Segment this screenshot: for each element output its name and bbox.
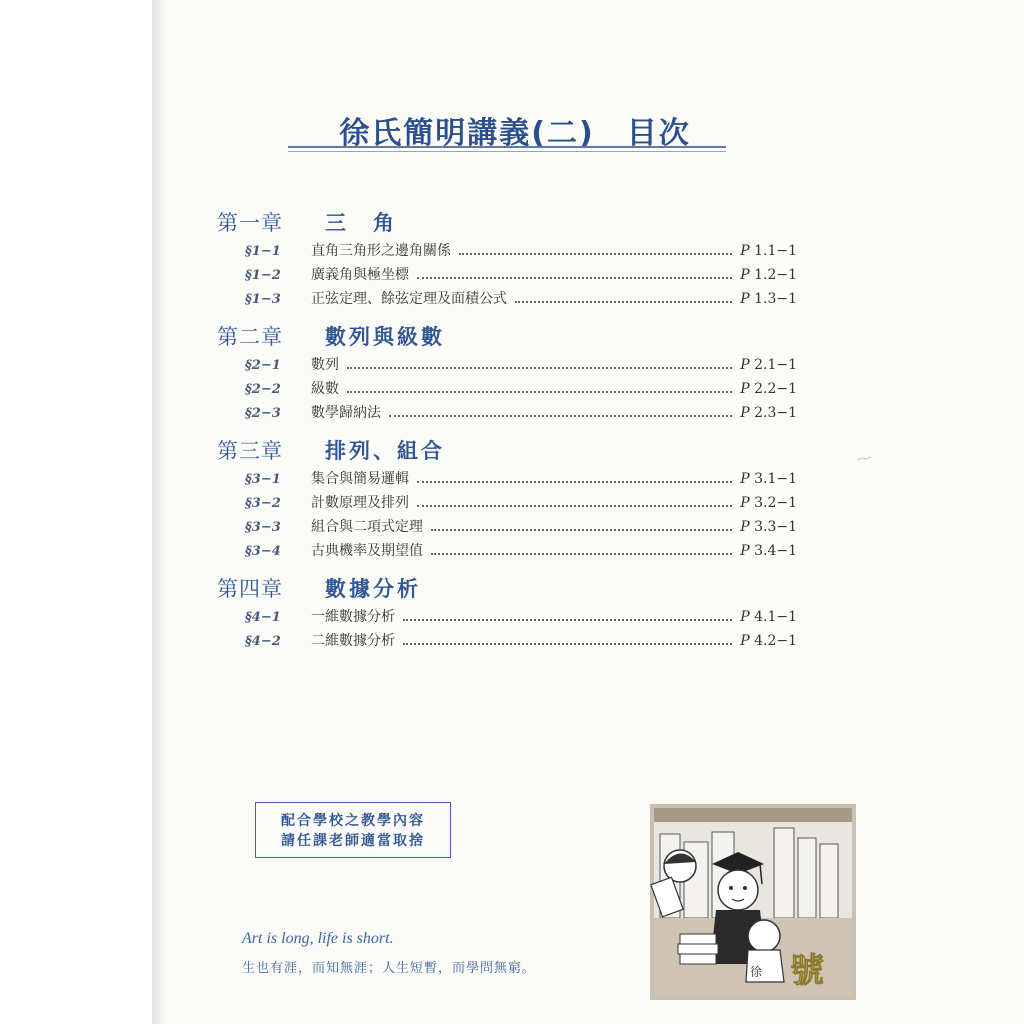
notice-line-1: 配合學校之教學內容 xyxy=(281,813,425,829)
toc-entry xyxy=(217,468,797,492)
title-underline xyxy=(288,146,726,148)
chapter-heading xyxy=(217,204,797,240)
section-number: §2−3 xyxy=(245,406,281,421)
toc-entry xyxy=(217,354,797,378)
page-number: 2.2−1 xyxy=(754,381,797,397)
chapter-heading xyxy=(217,318,797,354)
chapter-heading xyxy=(217,432,797,468)
section-title: 一維數據分析 xyxy=(311,609,395,625)
dot-leader xyxy=(389,415,732,417)
toc-entry xyxy=(217,288,797,312)
document-title: 徐氏簡明講義(二) 目次 xyxy=(339,116,691,151)
toc-entry xyxy=(217,540,797,564)
table-of-contents xyxy=(217,204,797,660)
page-reference xyxy=(740,519,797,535)
chapter-heading xyxy=(217,570,797,606)
page-number: 1.2−1 xyxy=(754,267,797,283)
section-number: §1−2 xyxy=(245,268,281,283)
paper-speck xyxy=(857,457,871,461)
toc-entry xyxy=(217,606,797,630)
section-title: 組合與二項式定理 xyxy=(311,519,423,535)
page-reference xyxy=(740,243,797,259)
section-title: 計數原理及排列 xyxy=(311,495,409,511)
logo-text: 號 xyxy=(790,951,824,991)
section-number: §1−1 xyxy=(245,244,281,259)
dot-leader xyxy=(417,277,732,279)
page-prefix: P xyxy=(740,405,750,421)
page-prefix: P xyxy=(740,609,750,625)
quote-english: Art is long, life is short. xyxy=(242,930,394,947)
section-number: §2−1 xyxy=(245,358,281,373)
teacher-notice-box xyxy=(255,802,451,858)
chapter-title: 數據分析 xyxy=(325,577,421,601)
dot-leader xyxy=(515,301,732,303)
page-reference xyxy=(740,495,797,511)
stamp-text: 徐 xyxy=(750,965,763,979)
section-number: §3−2 xyxy=(245,496,281,511)
section-title: 級數 xyxy=(311,381,339,397)
page-prefix: P xyxy=(740,633,750,649)
page-reference xyxy=(740,405,797,421)
notice-line-2: 請任課老師適當取捨 xyxy=(281,833,425,849)
dot-leader xyxy=(459,253,732,255)
page-number: 3.1−1 xyxy=(754,471,797,487)
page-reference xyxy=(740,633,797,649)
page-reference xyxy=(740,471,797,487)
section-title: 數列 xyxy=(311,357,339,373)
section-number: §4−1 xyxy=(245,610,281,625)
toc-entry xyxy=(217,516,797,540)
chapter-number: 第四章 xyxy=(217,577,283,601)
chapter-title: 數列與級數 xyxy=(325,325,445,349)
dot-leader xyxy=(403,619,732,621)
page-prefix: P xyxy=(740,243,750,259)
chapter-number: 第二章 xyxy=(217,325,283,349)
toc-entry xyxy=(217,492,797,516)
section-number: §2−2 xyxy=(245,382,281,397)
page-reference xyxy=(740,609,797,625)
chapter-block xyxy=(217,204,797,312)
chapter-block xyxy=(217,432,797,564)
section-title: 古典機率及期望值 xyxy=(311,543,423,559)
page-reference xyxy=(740,543,797,559)
chapter-number: 第一章 xyxy=(217,211,283,235)
dot-leader xyxy=(417,505,732,507)
page-prefix: P xyxy=(740,495,750,511)
dot-leader xyxy=(347,391,732,393)
section-number: §3−4 xyxy=(245,544,281,559)
section-number: §3−1 xyxy=(245,472,281,487)
section-title: 廣義角與極坐標 xyxy=(311,267,409,283)
page-number: 4.2−1 xyxy=(754,633,797,649)
section-title: 集合與簡易邏輯 xyxy=(311,471,409,487)
page-number: 3.3−1 xyxy=(754,519,797,535)
chapter-title: 三 角 xyxy=(325,211,397,235)
page-number: 1.1−1 xyxy=(754,243,797,259)
section-title: 數學歸納法 xyxy=(311,405,381,421)
title-underline-thin xyxy=(288,151,726,152)
toc-entry xyxy=(217,630,797,654)
page-number: 2.1−1 xyxy=(754,357,797,373)
quote-chinese: 生也有涯，而知無涯；人生短暫，而學問無窮。 xyxy=(242,961,537,976)
page-number: 2.3−1 xyxy=(754,405,797,421)
page-binding-shadow xyxy=(152,0,166,1024)
section-number: §4−2 xyxy=(245,634,281,649)
page-number: 4.1−1 xyxy=(754,609,797,625)
page-reference xyxy=(740,267,797,283)
chapter-title: 排列、組合 xyxy=(325,439,445,463)
toc-entry xyxy=(217,402,797,426)
section-number: §3−3 xyxy=(245,520,281,535)
page-prefix: P xyxy=(740,543,750,559)
page-prefix: P xyxy=(740,471,750,487)
toc-entry xyxy=(217,378,797,402)
page-reference xyxy=(740,357,797,373)
section-number: §1−3 xyxy=(245,292,281,307)
page-reference xyxy=(740,291,797,307)
section-title: 直角三角形之邊角關係 xyxy=(311,243,451,259)
dot-leader xyxy=(403,643,732,645)
section-title: 正弦定理、餘弦定理及面積公式 xyxy=(311,291,507,307)
dot-leader xyxy=(347,367,732,369)
page-prefix: P xyxy=(740,357,750,373)
page-reference xyxy=(740,381,797,397)
chapter-block xyxy=(217,570,797,654)
page-prefix: P xyxy=(740,519,750,535)
dot-leader xyxy=(431,529,732,531)
chapter-block xyxy=(217,318,797,426)
chapter-number: 第三章 xyxy=(217,439,283,463)
page-prefix: P xyxy=(740,291,750,307)
dot-leader xyxy=(417,481,732,483)
toc-entry xyxy=(217,240,797,264)
dot-leader xyxy=(431,553,732,555)
page-number: 3.2−1 xyxy=(754,495,797,511)
page-number: 3.4−1 xyxy=(754,543,797,559)
page-prefix: P xyxy=(740,267,750,283)
page-number: 1.3−1 xyxy=(754,291,797,307)
section-title: 二維數據分析 xyxy=(311,633,395,649)
toc-entry xyxy=(217,264,797,288)
page-prefix: P xyxy=(740,381,750,397)
graduate-children-illustration xyxy=(650,804,856,1000)
